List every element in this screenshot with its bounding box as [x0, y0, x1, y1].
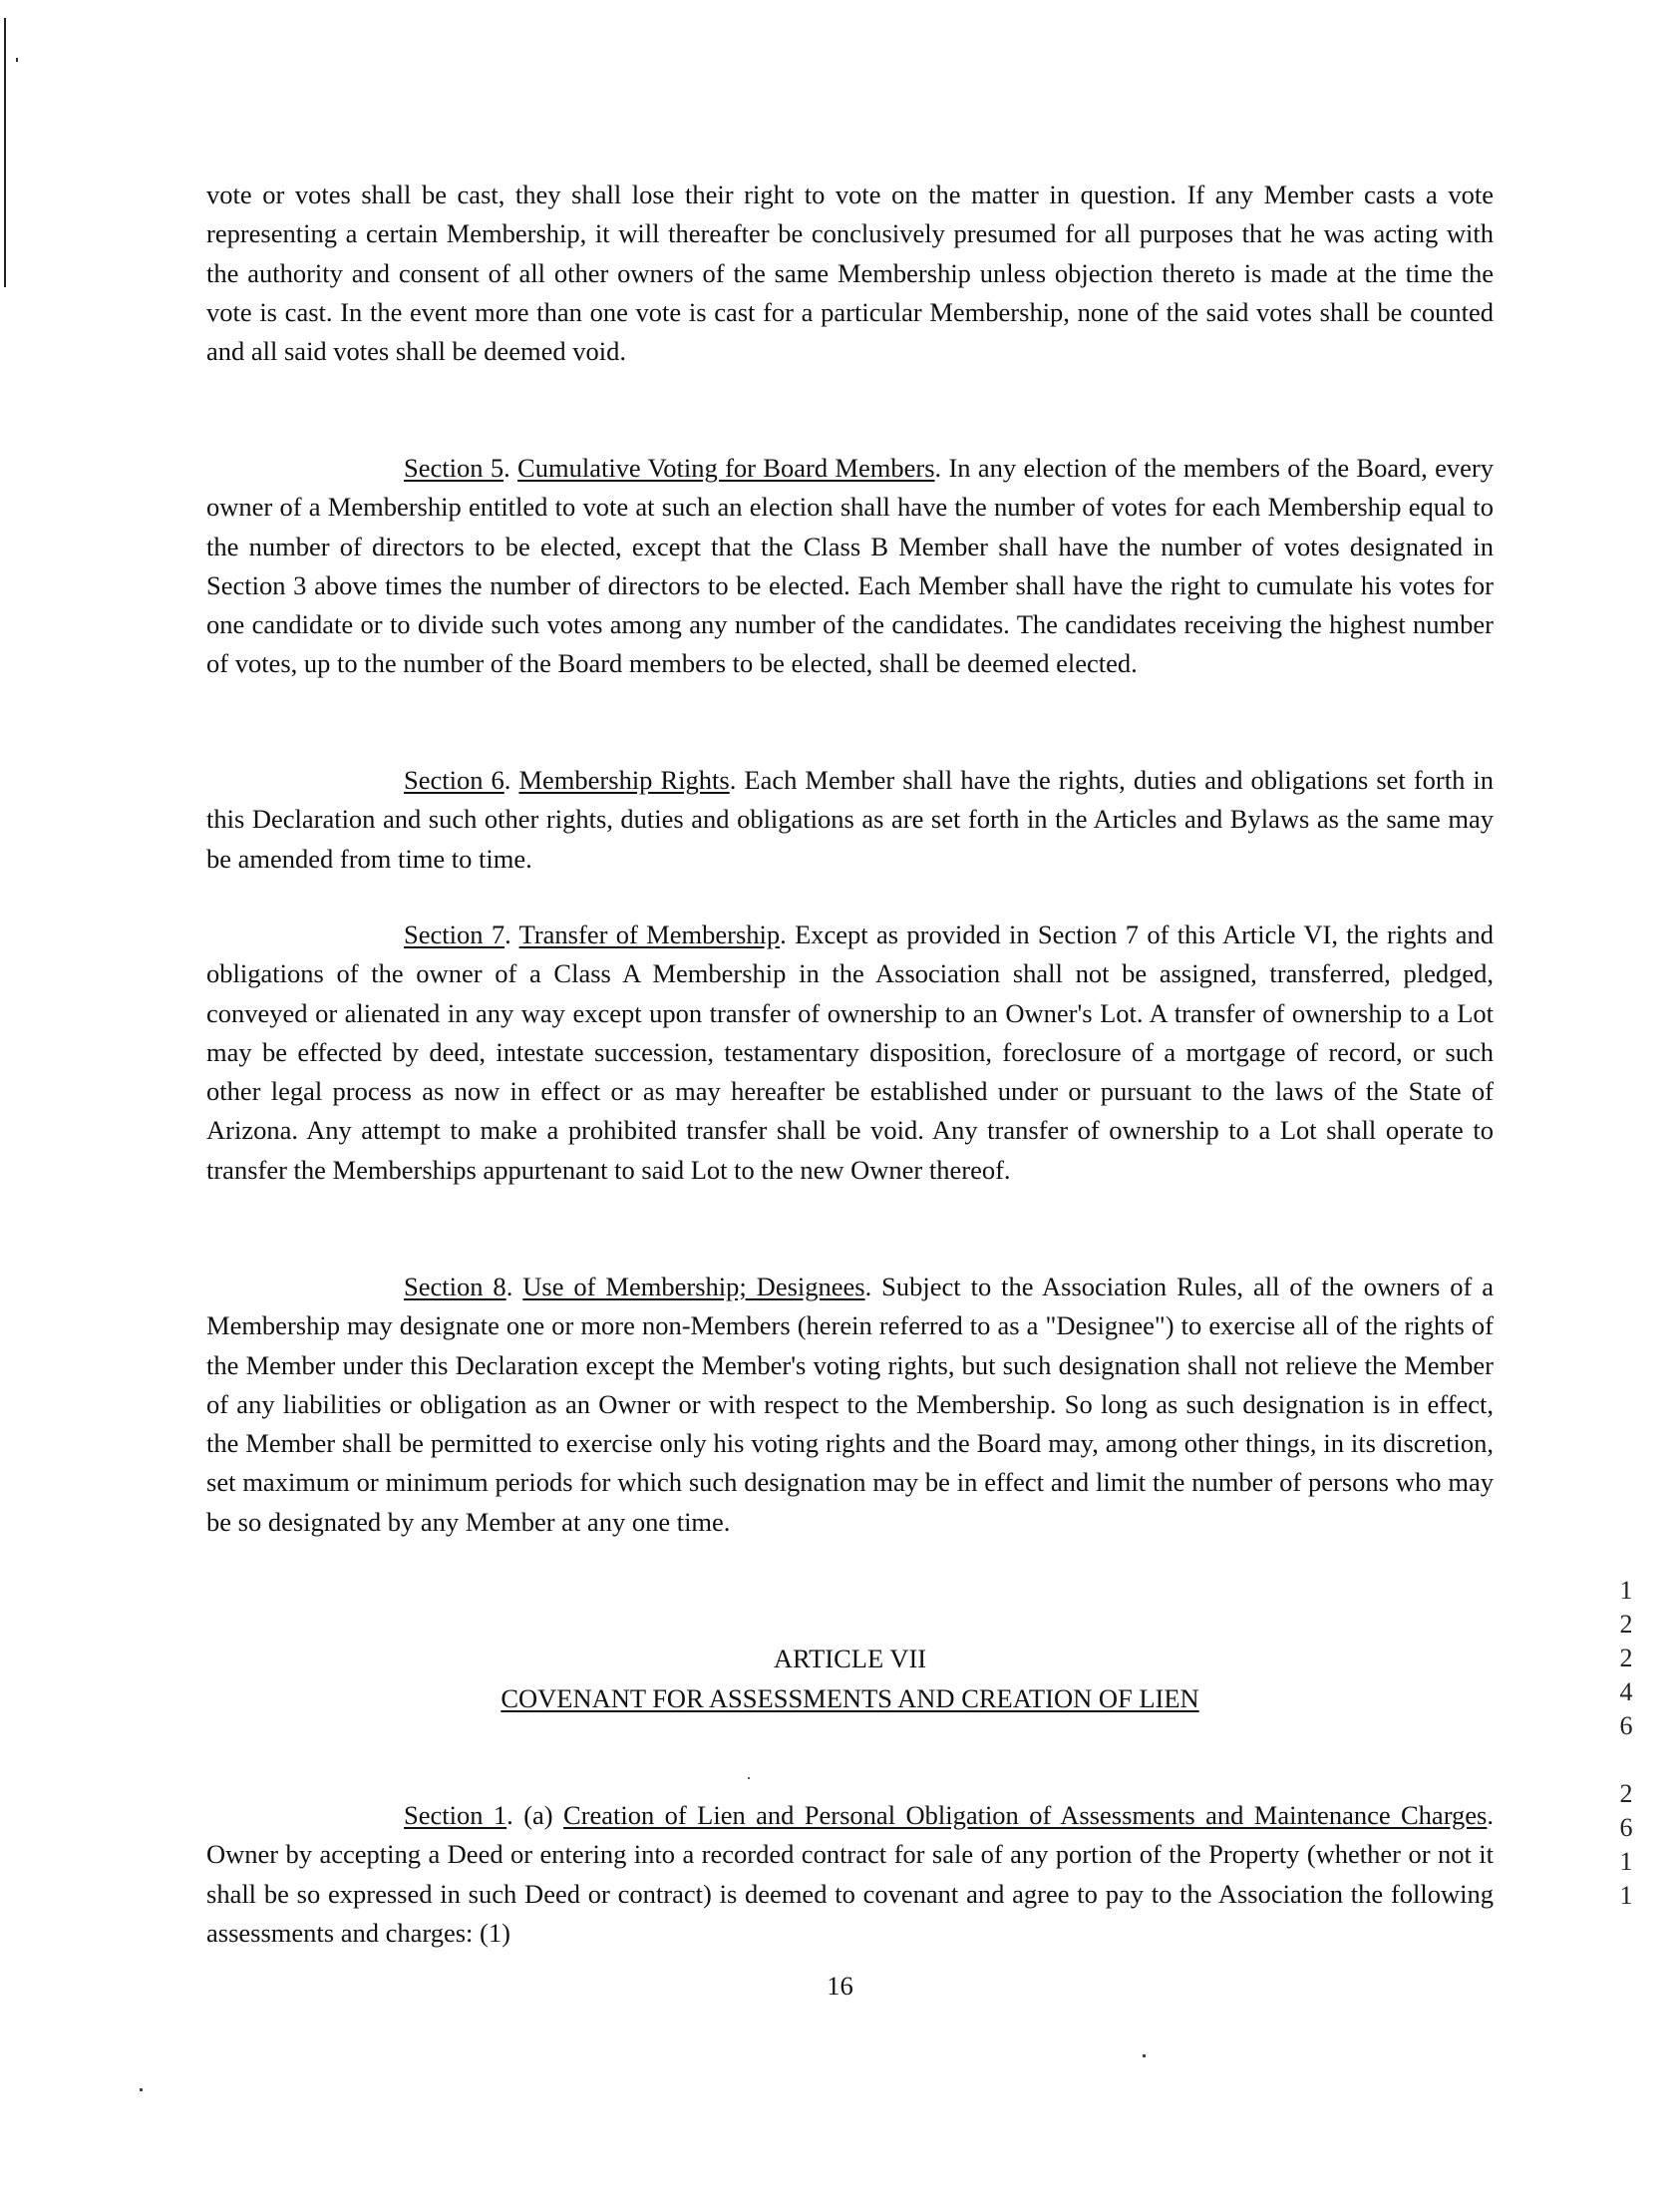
stamp-digit: 2 — [1619, 1779, 1633, 1808]
paragraph-text: vote or votes shall be cast, they shall lose their right to vote on the matter in question. If any Member casts a vote representing a certain Membership, it will thereafter be conclusively presumed for all purposes that he was acting with the authority and consent of all other owners of the same Membership unless objection thereto is made at the time the vote is cast. In the event more than one vote is cast for a particular Membership, none of the said votes shall be counted and all said votes shall be deemed void. — [206, 180, 1494, 367]
section-label: Section 6 — [404, 765, 504, 795]
section-title: Cumulative Voting for Board Members — [517, 453, 935, 483]
stamp-digit: 4 — [1619, 1677, 1633, 1706]
section-title: Membership Rights — [518, 765, 730, 795]
article-heading — [206, 1639, 1494, 1718]
section-title: Transfer of Membership — [518, 919, 781, 949]
stamp-digit: 2 — [1619, 1610, 1633, 1639]
page-number: 16 — [827, 1971, 853, 2001]
scan-speck — [140, 2088, 143, 2091]
stamp-digit: 6 — [1619, 1711, 1633, 1740]
section-title: Creation of Lien and Personal Obligation of Assessments and Maintenance Charges — [563, 1800, 1488, 1830]
section-5: Section 5. Cumulative Voting for Board Members. In any election of the members of the Board, every owner of a Membership entitled to vote at such an election shall have the number of votes for each Membership equal to the number of directors to be elected, except that the Class B Member shall have the number of votes designated in Section 3 above times the number of directors to be elected. Each Member shall have the right to cumulate his votes for one candidate or to divide such votes among any number of the candidates. The candidates receiving the highest number of votes, up to the number of the Board members to be elected, shall be deemed elected. — [206, 453, 1494, 679]
scan-speck — [1143, 2054, 1146, 2057]
paragraph-vote-continuation — [206, 176, 1494, 371]
section-label: Section 1 — [404, 1800, 507, 1830]
stamp-digit: 1 — [1619, 1881, 1633, 1910]
section-text: Except as provided in Section 7 of this Article VI, the rights and obligations of the owner of a Class A Membership in the Association shall not be assigned, transferred, pledged, conveyed or alienated in any way except upon transfer of ownership to an Owner's Lot. A transfer of ownership to a Lot may be effected by deed, intestate succession, testamentary disposition, foreclosure of a mortgage of record, or such other legal process as now in effect or as may hereafter be established under or pursuant to the laws of the State of Arizona. Any attempt to make a prohibited transfer shall be void. Any transfer of ownership to a Lot shall operate to transfer the Memberships appurtenant to said Lot to the new Owner thereof. — [206, 919, 1494, 1185]
stamp-digit: 2 — [1619, 1644, 1633, 1672]
scan-speck — [16, 58, 18, 62]
stamp-digit: 1 — [1619, 1576, 1633, 1605]
article-7-section-1: Section 1. (a) Creation of Lien and Personal Obligation of Assessments and Maintenance Charges. Owner by accepting a Deed or entering into a recorded contract for sale of any portion of the Property (whether or not it shall be so expressed in such Deed or contract) is deemed to covenant and agree to pay to the Association the following assessments and charges: (1) — [206, 1800, 1494, 1948]
section-text: Owner by accepting a Deed or entering into a recorded contract for sale of any portion of the Property (whether or not it shall be so expressed in such Deed or contract) is deemed to covenant and agree to pay to the Association the following assessments and charges: (1) — [206, 1839, 1494, 1948]
section-text: In any election of the members of the Board, every owner of a Membership entitled to vote at such an election shall have the number of votes for each Membership equal to the number of directors to be elected, except that the Class B Member shall have the number of votes designated in Section 3 above times the number of directors to be elected. Each Member shall have the right to cumulate his votes for one candidate or to divide such votes among any number of the candidates. The candidates receiving the highest number of votes, up to the number of the Board members to be elected, shall be deemed elected. — [206, 453, 1494, 679]
article-title: COVENANT FOR ASSESSMENTS AND CREATION OF LIEN — [501, 1683, 1199, 1713]
article-number: ARTICLE VII — [773, 1644, 927, 1673]
stamp-digit: 6 — [1619, 1813, 1633, 1842]
section-label: Section 7 — [404, 919, 505, 949]
stamp-gap — [1611, 1743, 1641, 1777]
section-label: Section 5 — [404, 453, 504, 483]
section-7: Section 7. Transfer of Membership. Except as provided in Section 7 of this Article VI, the rights and obligations of the owner of a Class A Membership in the Association shall not be assigned, transferred, pledged, conveyed or alienated in any way except upon transfer of ownership to an Owner's Lot. A transfer of ownership to a Lot may be effected by deed, intestate succession, testamentary disposition, foreclosure of a mortgage of record, or such other legal process as now in effect or as may hereafter be established under or pursuant to the laws of the State of Arizona. Any attempt to make a prohibited transfer shall be void. Any transfer of ownership to a Lot shall operate to transfer the Memberships appurtenant to said Lot to the new Owner thereof. — [206, 919, 1494, 1185]
section-title: Use of Membership; Designees — [522, 1272, 865, 1301]
stamp-digit: 1 — [1619, 1847, 1633, 1876]
margin-scan-line — [4, 18, 6, 287]
section-8: Section 8. Use of Membership; Designees. Subject to the Association Rules, all of the owners of a Membership may designate one or more non-Members (herein referred to as a "Designee") to exercise all of the rights of the Member under this Declaration except the Member's voting rights, but such designation shall not relieve the Member of any liabilities or obligation as an Owner or with respect to the Membership. So long as such designation is in effect, the Member shall be permitted to exercise only his voting rights and the Board may, among other things, in its discretion, set maximum or minimum periods for which such designation may be in effect and limit the number of persons who may be so designated by any Member at any one time. — [206, 1272, 1495, 1537]
section-text: Subject to the Association Rules, all of the owners of a Membership may designate one or more non-Members (herein referred to as a "Designee") to exercise all of the rights of the Member under this Declaration except the Member's voting rights, but such designation shall not relieve the Member of any liabilities or obligation as an Owner or with respect to the Membership. So long as such designation is in effect, the Member shall be permitted to exercise only his voting rights and the Board may, among other things, in its discretion, set maximum or minimum periods for which such designation may be in effect and limit the number of persons who may be so designated by any Member at any one time. — [206, 1272, 1495, 1537]
scan-speck — [748, 1777, 750, 1779]
section-6: Section 6. Membership Rights. Each Member shall have the rights, duties and obligations set forth in this Declaration and such other rights, duties and obligations as are set forth in the Articles and Bylaws as the same may be amended from time to time. — [206, 765, 1494, 874]
section-label: Section 8 — [404, 1272, 506, 1301]
subsection-marker: (a) — [512, 1800, 564, 1830]
section-text: Each Member shall have the rights, duties and obligations set forth in this Declaration and such other rights, duties and obligations as are set forth in the Articles and Bylaws as the same may be amended from time to time. — [206, 765, 1494, 874]
recording-number-stamp — [1611, 1574, 1641, 1913]
